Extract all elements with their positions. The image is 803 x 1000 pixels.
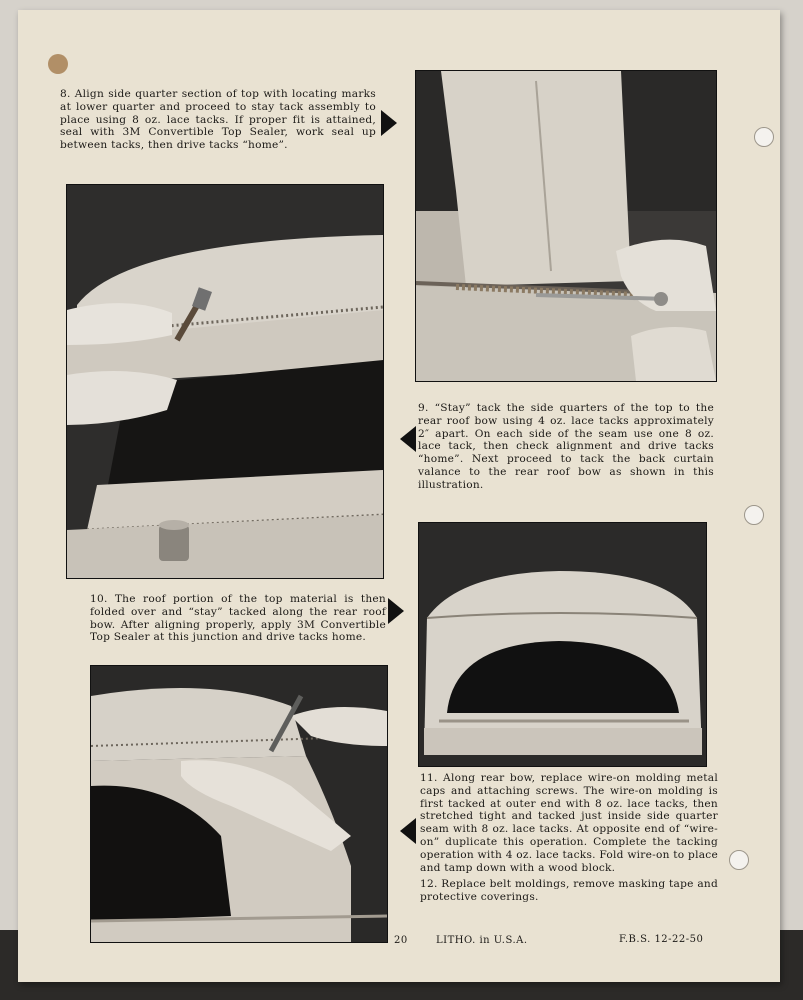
arrow-right-icon bbox=[388, 598, 404, 624]
arrow-left-icon bbox=[400, 818, 416, 844]
page-number: 20 bbox=[394, 935, 408, 946]
binder-hole-middle bbox=[744, 505, 764, 525]
binder-hole-top bbox=[754, 127, 774, 147]
arrow-left-icon bbox=[400, 426, 416, 452]
paper-stain bbox=[48, 54, 68, 74]
document-code: F.B.S. 12-22-50 bbox=[619, 934, 704, 945]
photo-folding-roof bbox=[90, 665, 388, 943]
photo-finished-top bbox=[418, 522, 707, 767]
step-10-text: 10. The roof portion of the top material is then folded over and “stay” tacked along the rear roof bow. After aligning properly, apply 3M Convertible Top Sealer at this junction and drive tacks home. bbox=[90, 593, 386, 644]
step-12-text: 12. Replace belt moldings, remove masking tape and protective coverings. bbox=[420, 878, 718, 903]
manual-page bbox=[18, 10, 780, 982]
step-11-text: 11. Along rear bow, replace wire-on molding metal caps and attaching screws. The wire-on molding is first tacked at outer end with 8 oz. lace tacks, then stretched tight and tacked just inside side quarter seam with 8 oz. lace tacks. At opposite end of “wire-on” duplicate this operation. Complete the tacking operation with 4 oz. lace tacks. Fold wire-on to place and tamp down with a wood block. bbox=[420, 772, 718, 874]
binder-hole-bottom bbox=[729, 850, 749, 870]
litho-note: LITHO. in U.S.A. bbox=[436, 935, 528, 946]
photo-roof-rear-window bbox=[66, 184, 384, 579]
step-8-text: 8. Align side quarter section of top with locating marks at lower quarter and proceed to stay tack assembly to place using 8 oz. lace tacks. If proper fit is attained, seal with 3M Convertible Top Sealer, work seal up between tacks, then drive tacks “home”. bbox=[60, 88, 376, 152]
step-9-text: 9. “Stay” tack the side quarters of the top to the rear roof bow using 4 oz. lace tacks approximately 2″ apart. On each side of the seam use one 8 oz. lace tack, then check alignment and drive tacks “home”. Next proceed to tack the back curtain valance to the rear roof bow as shown in this illustration. bbox=[418, 402, 714, 491]
arrow-right-icon bbox=[381, 110, 397, 136]
photo-side-quarter-tacking bbox=[415, 70, 717, 382]
